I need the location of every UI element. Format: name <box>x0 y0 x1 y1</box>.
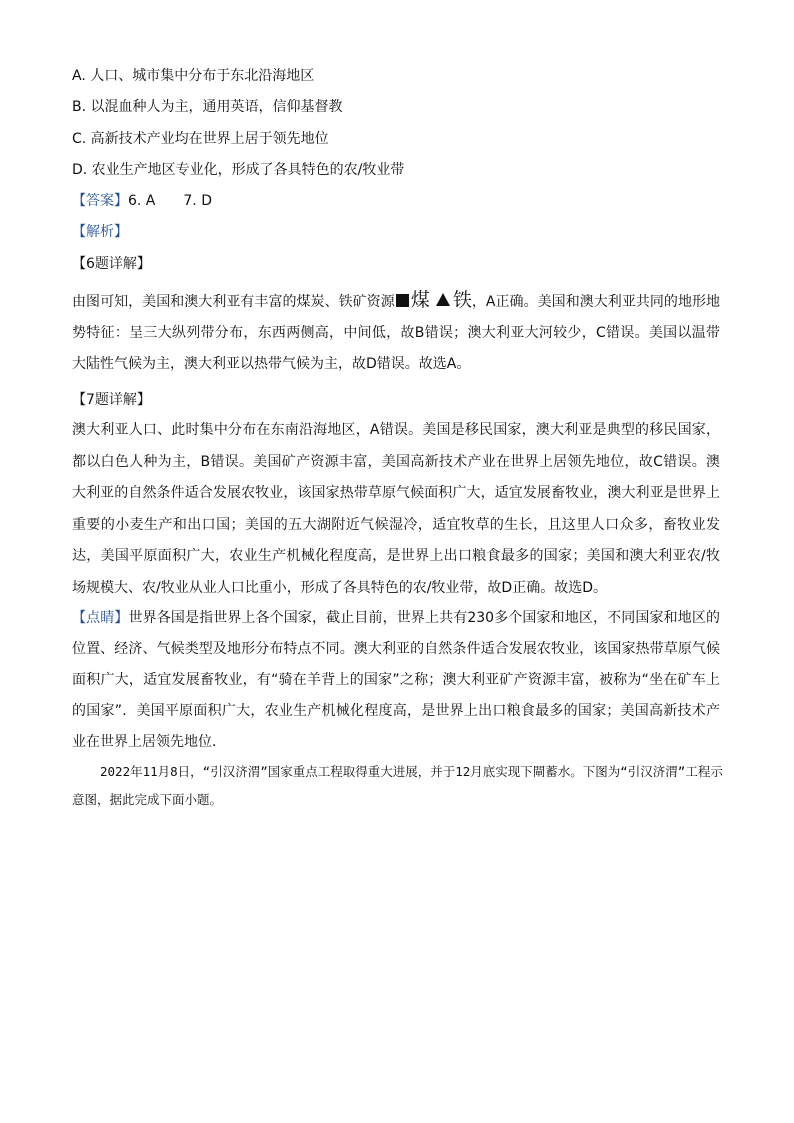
q6-heading: 【6题详解】 <box>72 256 151 272</box>
answer-label: 【答案】 <box>72 193 128 209</box>
answer-line <box>72 191 212 211</box>
coal-square-icon <box>396 294 409 307</box>
option-d: D. 农业生产地区专业化，形成了各具特色的农/牧业带 <box>72 162 405 178</box>
key-points <box>72 603 720 758</box>
q6-text-after: ，A正确。美国和澳大利亚共同的地形地势特征：呈三大纵列带分布，东西两侧高，中间低，故B错误；澳大利亚大河较少，C错误。美国以温带大陆性气候为主，澳大利亚以热带气候为主，故D错误。故选A。 <box>72 294 721 372</box>
option-a: A. 人口、城市集中分布于东北沿海地区 <box>72 68 315 84</box>
answer-q6: 6. A <box>128 193 156 209</box>
option-b: B. 以混血种人为主，通用英语，信仰基督教 <box>72 99 343 115</box>
option-c: C. 高新技术产业均在世界上居于领先地位 <box>72 131 329 147</box>
iron-triangle-icon <box>436 293 450 306</box>
key-points-text: 世界各国是指世界上各个国家，截止目前，世界上共有230多个国家和地区，不同国家和地区的位置、经济、气候类型及地形分布特点不同。澳大利亚的自然条件适合发展农牧业，该国家热带草原气候面积广大，适宜发展畜牧业，有“骑在羊背上的国家”之称；澳大利亚矿产资源丰富，被称为“坐在矿车上的国家”．美国平原面积广大，农业生产机械化程度高，是世界上出口粮食最多的国家；美国高新技术产业在世界上居领先地位． <box>72 610 720 750</box>
coal-label: 煤 <box>410 289 430 311</box>
iron-label: 铁 <box>452 289 472 311</box>
next-question-intro: 2022年11月8日，“引汉济渭”国家重点工程取得重大进展，并于12月底实现下閘蓄水。下图为“引汉济渭”工程示意图，据此完成下面小题。 <box>72 764 723 807</box>
key-points-label: 【点睛】 <box>72 610 129 626</box>
analysis-label: 【解析】 <box>72 224 128 240</box>
q7-explanation: 澳大利亚人口、此时集中分布在东南沿海地区，A错误。美国是移民国家，澳大利亚是典型的移民国家，都以白色人种为主，B错误。美国矿产资源丰富，美国高新技术产业在世界上居领先地位，故C错误。澳大利亚的自然条件适合发展农牧业，该国家热带草原气候面积广大，适宜发展畜牧业，澳大利亚是世界上重要的小麦生产和出口国；美国的五大湖附近气候湿冷，适宜牧草的生长，且这里人口众多，畜牧业发达，美国平原面积广大，农业生产机械化程度高，是世界上出口粮食最多的国家；美国和澳大利亚农/牧场规模大、农/牧业从业人口比重小，形成了各具特色的农/牧业带，故D正确。故选D。 <box>72 422 720 596</box>
q6-explanation <box>72 285 720 380</box>
q6-text-before: 由图可知，美国和澳大利亚有丰富的煤炭、铁矿资源 <box>72 294 395 310</box>
q7-heading: 【7题详解】 <box>72 392 151 408</box>
answer-q7: 7. D <box>183 193 212 209</box>
